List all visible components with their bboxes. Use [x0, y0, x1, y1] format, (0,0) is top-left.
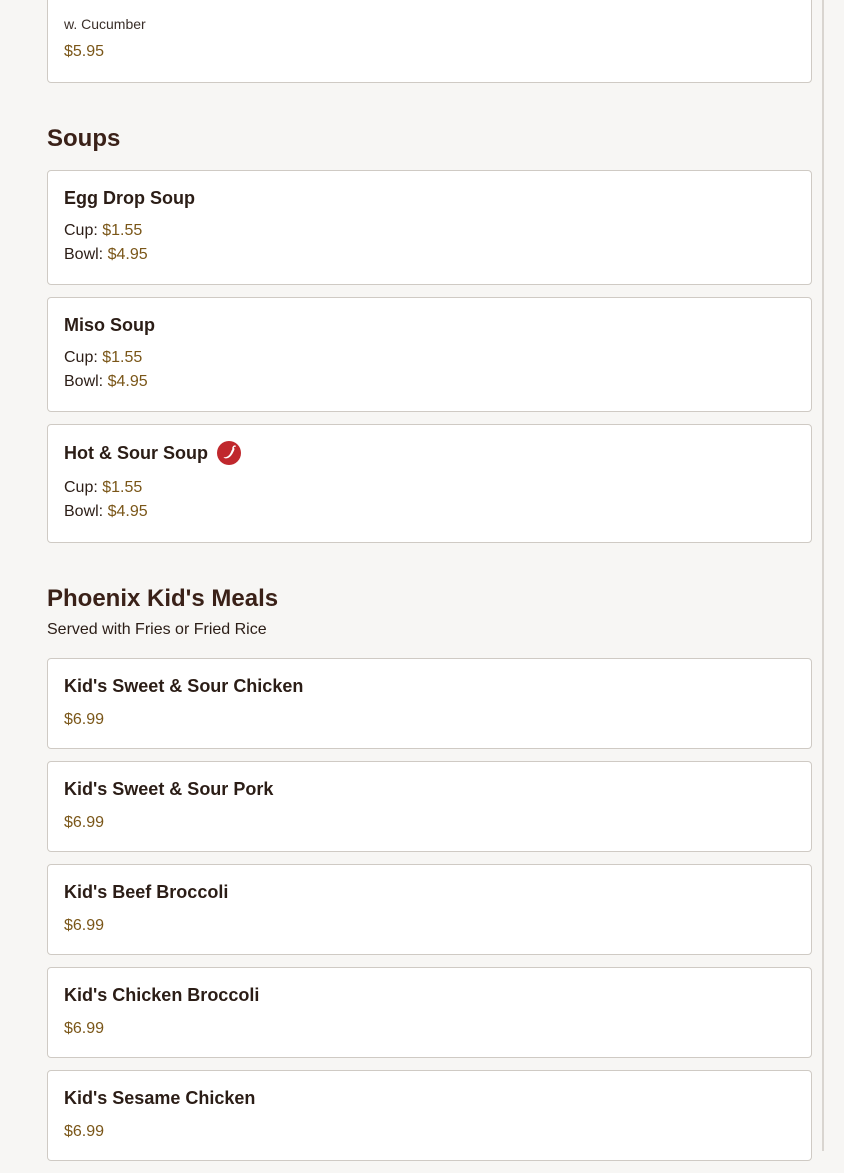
item-name: Miso Soup	[64, 315, 155, 335]
item-price: $6.99	[64, 1020, 105, 1037]
price-cup: Cup: $1.55	[64, 349, 143, 366]
item-name: Egg Drop Soup	[64, 188, 195, 208]
menu-item-card[interactable]	[47, 170, 812, 285]
section-soups	[47, 124, 812, 543]
menu-item-card[interactable]	[47, 0, 812, 83]
item-name: Kid's Sweet & Sour Chicken	[64, 676, 304, 696]
price-bowl: Bowl: $4.95	[64, 373, 148, 390]
section-kids-meals	[47, 584, 812, 1161]
section-title: Soups	[47, 125, 121, 152]
menu-item-card[interactable]	[47, 1070, 812, 1161]
price-bowl: Bowl: $4.95	[64, 246, 148, 263]
menu-item-card[interactable]	[47, 761, 812, 852]
item-price: $6.99	[64, 711, 105, 728]
item-price: $6.99	[64, 1123, 105, 1140]
item-price: $6.99	[64, 917, 105, 934]
section-title: Phoenix Kid's Meals	[47, 585, 279, 612]
menu-content	[47, 0, 812, 1173]
menu-item-card[interactable]	[47, 658, 812, 749]
menu-item-card[interactable]	[47, 424, 812, 543]
section-subtitle: Served with Fries or Fried Rice	[47, 621, 267, 638]
item-name: Kid's Sesame Chicken	[64, 1088, 256, 1108]
item-description: w. Cucumber	[64, 16, 146, 32]
price-bowl: Bowl: $4.95	[64, 503, 148, 520]
price-cup: Cup: $1.55	[64, 479, 143, 496]
menu-item-card[interactable]	[47, 297, 812, 412]
item-name: Kid's Chicken Broccoli	[64, 985, 260, 1005]
page-right-border	[822, 0, 824, 1151]
item-price: $6.99	[64, 814, 105, 831]
item-price: $5.95	[64, 43, 105, 60]
item-name: Hot & Sour Soup	[64, 441, 795, 465]
price-cup: Cup: $1.55	[64, 222, 143, 239]
item-name: Kid's Sweet & Sour Pork	[64, 779, 274, 799]
item-name: Kid's Beef Broccoli	[64, 882, 229, 902]
menu-item-card[interactable]	[47, 967, 812, 1058]
chili-pepper-icon	[217, 441, 241, 465]
menu-item-card[interactable]	[47, 864, 812, 955]
